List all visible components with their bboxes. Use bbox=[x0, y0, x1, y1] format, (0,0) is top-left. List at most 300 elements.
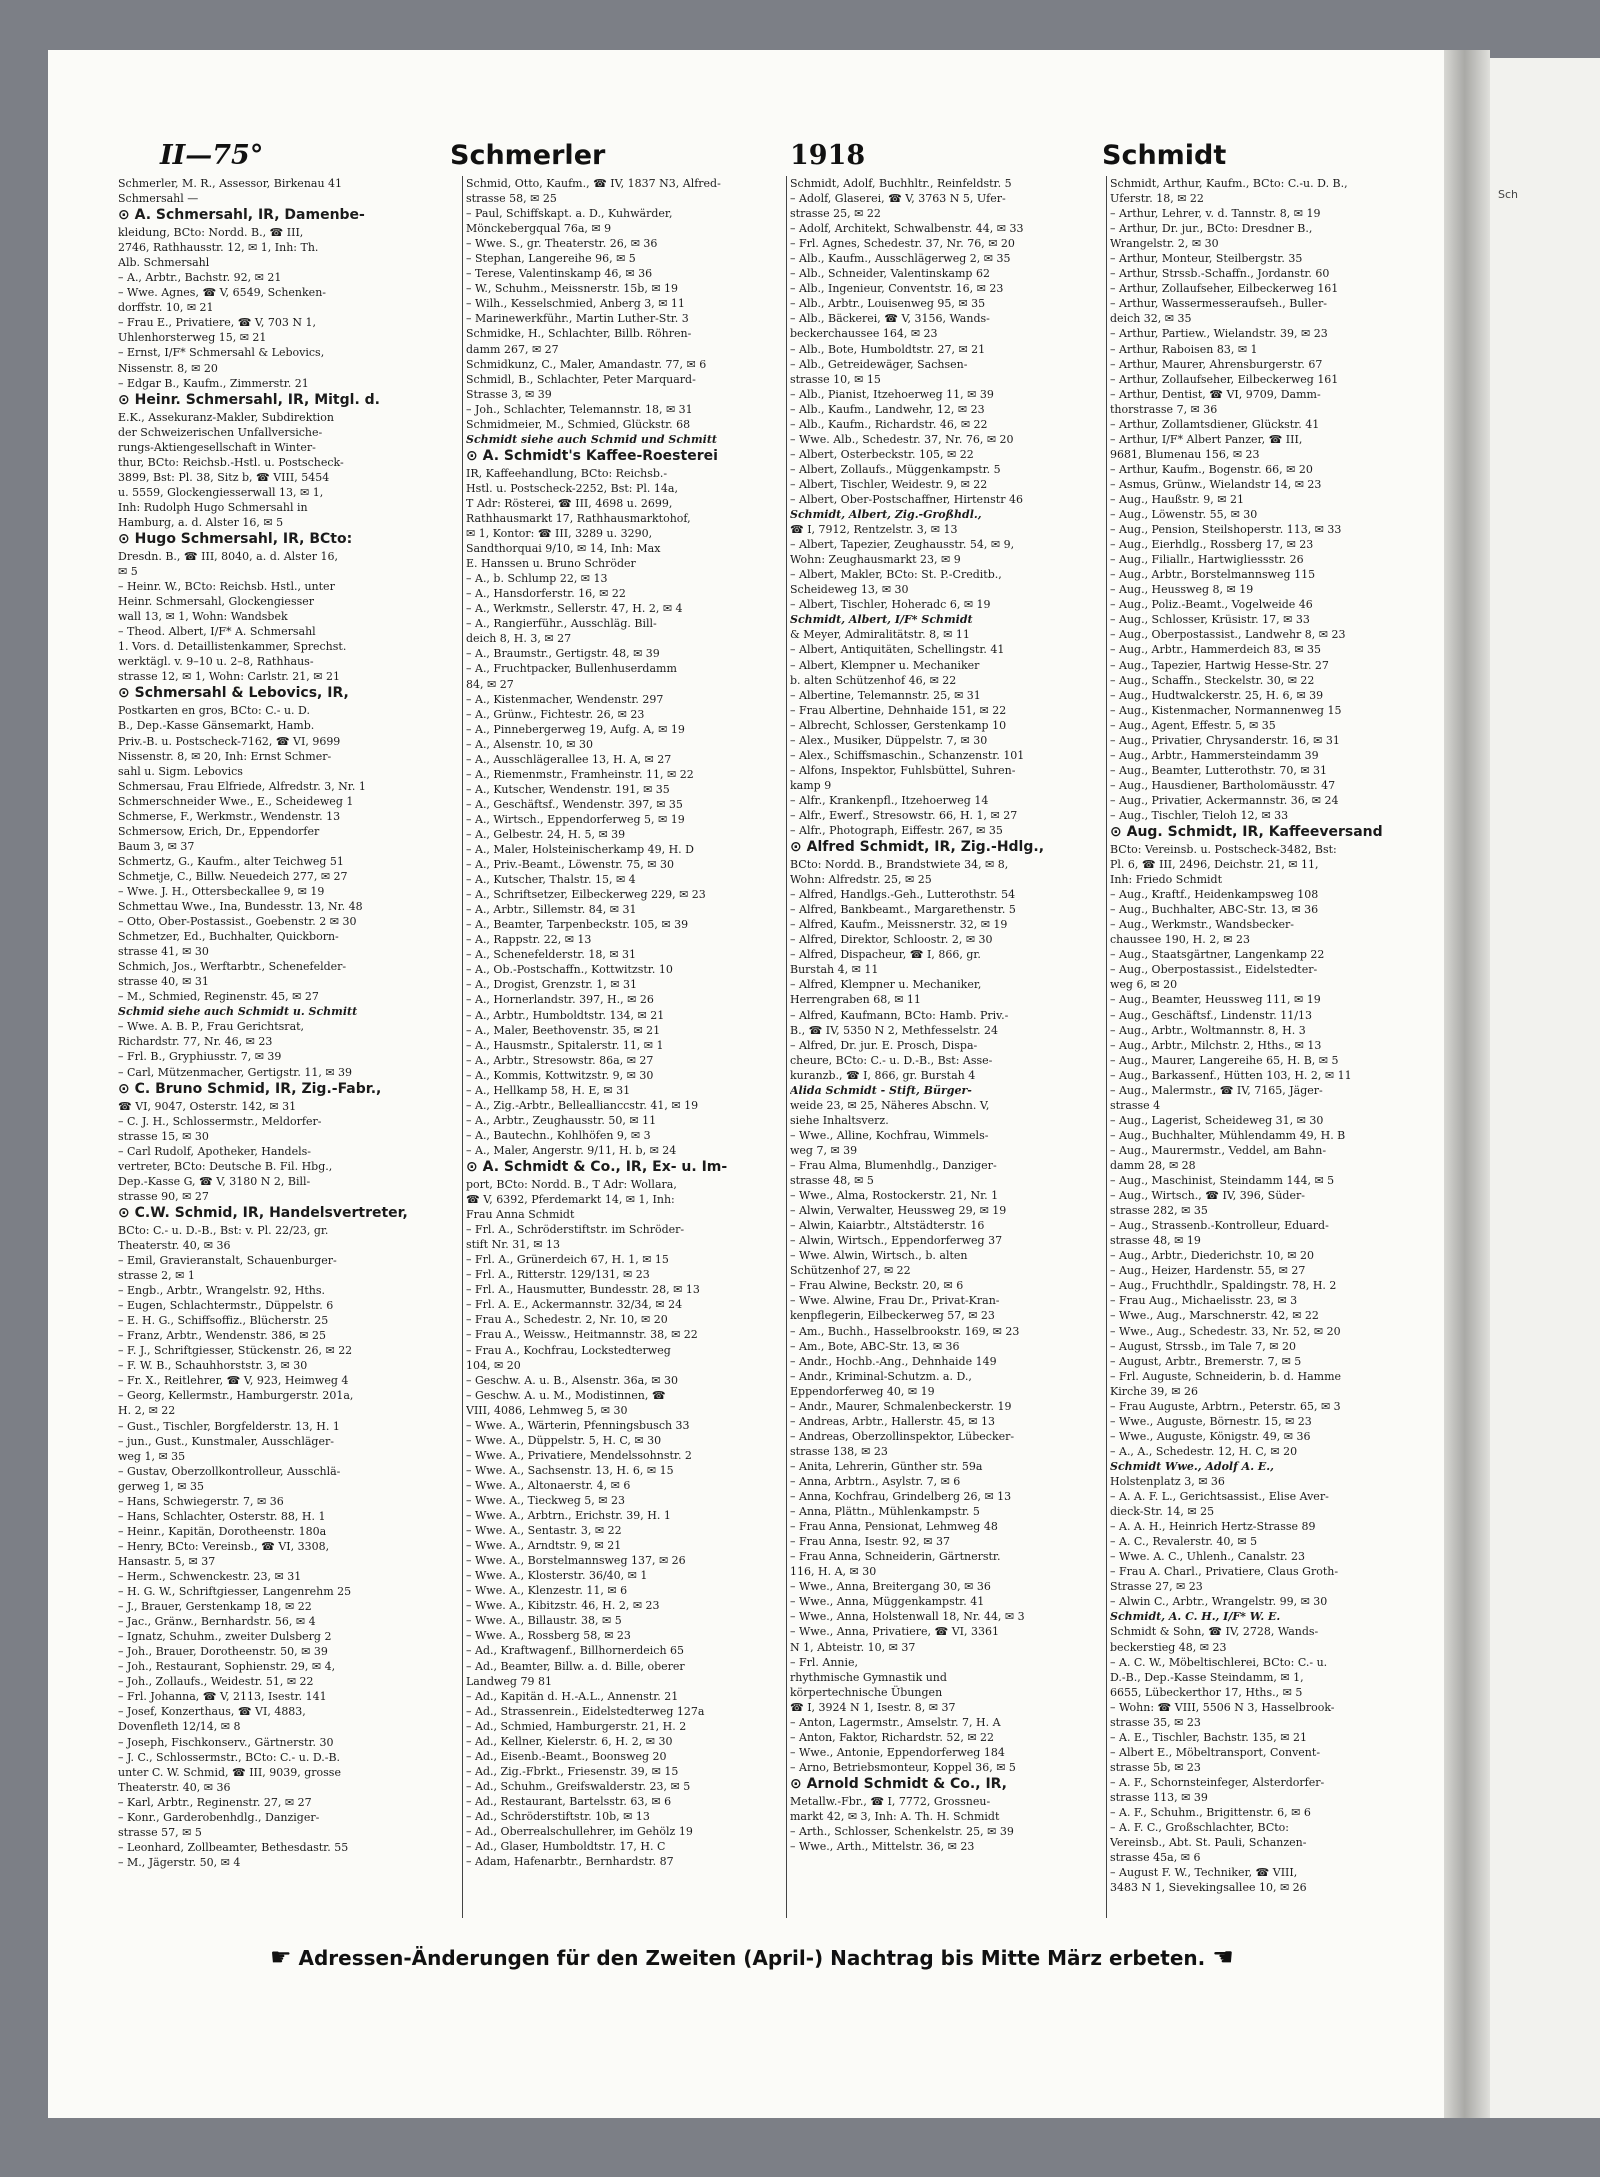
directory-entry: – Alb., Bote, Humboldtstr. 27, ✉ 21 bbox=[790, 342, 986, 356]
directory-entry: – Aug., Beamter, Lutterothstr. 70, ✉ 31 bbox=[1110, 763, 1328, 777]
directory-entry: – Alwin, Wirtsch., Eppendorferweg 37 bbox=[790, 1234, 1003, 1248]
directory-entry: thorstrasse 7, ✉ 36 bbox=[1110, 402, 1218, 416]
directory-entry: – Arthur, Maurer, Ahrensburgerstr. 67 bbox=[1110, 357, 1323, 371]
directory-entry: – Aug., Lagerist, Scheideweg 31, ✉ 30 bbox=[1110, 1113, 1324, 1127]
directory-entry: Hansastr. 5, ✉ 37 bbox=[118, 1554, 216, 1568]
directory-entry: – Alb., Getreidewäger, Sachsen- bbox=[790, 357, 968, 371]
next-page-word: Sch bbox=[1498, 188, 1519, 201]
directory-entry: – Alb., Kaufm., Ausschlägerweg 2, ✉ 35 bbox=[790, 252, 1011, 266]
directory-entry: – Aug., Buchhalter, ABC-Str. 13, ✉ 36 bbox=[1110, 903, 1319, 917]
directory-entry: vertreter, BCto: Deutsche B. Fil. Hbg., bbox=[118, 1159, 333, 1173]
directory-entry: – Wwe., Alline, Kochfrau, Wimmels- bbox=[790, 1128, 989, 1142]
next-page-edge bbox=[1490, 58, 1600, 2118]
directory-entry: – Wwe. A., Borstelmannsweg 137, ✉ 26 bbox=[466, 1554, 686, 1568]
directory-entry: – Aug., Wirtsch., ☎ IV, 396, Süder- bbox=[1110, 1189, 1305, 1203]
directory-entry: 1. Vors. d. Detaillistenkammer, Sprechst. bbox=[118, 640, 347, 654]
page-footer bbox=[270, 1943, 1234, 1971]
directory-entry: – Carl Rudolf, Apotheker, Handels- bbox=[118, 1144, 311, 1158]
directory-entry: Schmid siehe auch Schmidt u. Schmitt bbox=[118, 1005, 358, 1019]
directory-entry: BCto: Vereinsb. u. Postscheck-3482, Bst: bbox=[1110, 843, 1337, 857]
directory-entry: – Adolf, Glaserei, ☎ V, 3763 N 5, Ufer- bbox=[790, 192, 1006, 206]
directory-entry: – Andr., Maurer, Schmalenbeckerstr. 19 bbox=[790, 1399, 1012, 1413]
directory-entry: – A., Arbtr., Sillemstr. 84, ✉ 31 bbox=[466, 903, 637, 917]
directory-entry: ⊙ C.W. Schmid, IR, Handelsvertreter, bbox=[118, 1204, 428, 1223]
directory-entry: – Frau Anna, Pensionat, Lehmweg 48 bbox=[790, 1520, 998, 1534]
directory-entry: – Alb., Bäckerei, ☎ V, 3156, Wands- bbox=[790, 312, 990, 326]
directory-entry: – Marinewerkführ., Martin Luther-Str. 3 bbox=[466, 312, 689, 326]
directory-entry: – A., Braumstr., Gertigstr. 48, ✉ 39 bbox=[466, 647, 660, 661]
directory-entry: Heinr. Schmersahl, Glockengiesser bbox=[118, 595, 315, 609]
directory-entry: ⊙ A. Schmidt's Kaffee-Roesterei bbox=[466, 447, 776, 466]
directory-entry: – Aug., Schaffn., Steckelstr. 30, ✉ 22 bbox=[1110, 673, 1315, 687]
directory-entry: – Alfred, Klempner u. Mechaniker, bbox=[790, 978, 982, 992]
directory-entry: Schmerschneider Wwe., E., Scheideweg 1 bbox=[118, 794, 354, 808]
directory-entry: – Aug., Beamter, Heussweg 111, ✉ 19 bbox=[1110, 993, 1321, 1007]
directory-entry: Schmid, Otto, Kaufm., ☎ IV, 1837 N3, Alfred- bbox=[466, 177, 721, 190]
directory-entry: – Aug., Privatier, Chrysanderstr. 16, ✉ 31 bbox=[1110, 733, 1340, 747]
directory-entry: – Andreas, Arbtr., Hallerstr. 45, ✉ 13 bbox=[790, 1414, 995, 1428]
directory-entry: – A. F., Schornsteinfeger, Alsterdorfer- bbox=[1110, 1775, 1325, 1789]
directory-entry: beckerchaussee 164, ✉ 23 bbox=[790, 327, 938, 341]
directory-entry: – Arthur, Dentist, ☎ VI, 9709, Damm- bbox=[1110, 387, 1321, 401]
directory-entry: ⊙ A. Schmidt & Co., IR, Ex- u. Im- bbox=[466, 1158, 776, 1177]
directory-entry: – Aug., Agent, Effestr. 5, ✉ 35 bbox=[1110, 718, 1276, 732]
directory-entry: E.K., Assekuranz-Makler, Subdirektion bbox=[118, 410, 334, 424]
directory-entry: – Wwe., Anna, Privatiere, ☎ VI, 3361 bbox=[790, 1625, 1000, 1639]
directory-entry: dorffstr. 10, ✉ 21 bbox=[118, 301, 214, 315]
directory-entry: – Arthur, Zollaufseher, Eilbeckerweg 161 bbox=[1110, 372, 1339, 386]
directory-entry: Uferstr. 18, ✉ 22 bbox=[1110, 192, 1204, 206]
directory-entry: strasse 12, ✉ 1, Wohn: Carlstr. 21, ✉ 21 bbox=[118, 670, 340, 684]
directory-entry: Eppendorferweg 40, ✉ 19 bbox=[790, 1384, 935, 1398]
directory-entry: – Arth., Schlosser, Schenkelstr. 25, ✉ 39 bbox=[790, 1825, 1014, 1839]
directory-entry: ⊙ Heinr. Schmersahl, IR, Mitgl. d. bbox=[118, 391, 428, 410]
directory-entry: – Aug., Arbtr., Diederichstr. 10, ✉ 20 bbox=[1110, 1249, 1314, 1263]
directory-entry: – Alfred, Kaufmann, BCto: Hamb. Priv.- bbox=[790, 1008, 1009, 1022]
directory-entry: ⊙ Aug. Schmidt, IR, Kaffeeversand bbox=[1110, 823, 1420, 842]
directory-entry: 3483 N 1, Sievekingsallee 10, ✉ 26 bbox=[1110, 1881, 1307, 1895]
directory-entry: – Alwin, Verwalter, Heussweg 29, ✉ 19 bbox=[790, 1204, 1007, 1218]
directory-entry: – Alb., Schneider, Valentinskamp 62 bbox=[790, 267, 990, 281]
directory-entry: – Frau A., Kochfrau, Lockstedterweg bbox=[466, 1343, 671, 1357]
directory-entry: – Alfr., Photograph, Eiffestr. 267, ✉ 35 bbox=[790, 824, 1003, 838]
directory-entry: – Asmus, Grünw., Wielandstr 14, ✉ 23 bbox=[1110, 477, 1322, 491]
directory-entry: – A. E., Tischler, Bachstr. 135, ✉ 21 bbox=[1110, 1730, 1307, 1744]
directory-entry: – Alfred, Kaufm., Meissnerstr. 32, ✉ 19 bbox=[790, 918, 1008, 932]
directory-entry: – Frau Auguste, Arbtrn., Peterstr. 65, ✉ 3 bbox=[1110, 1399, 1341, 1413]
directory-entry: – Arthur, Monteur, Steilbergstr. 35 bbox=[1110, 252, 1303, 266]
page-header bbox=[48, 140, 1480, 180]
directory-entry: – Alb., Arbtr., Louisenweg 95, ✉ 35 bbox=[790, 297, 986, 311]
directory-entry: – Aug., Maschinist, Steindamm 144, ✉ 5 bbox=[1110, 1174, 1335, 1188]
directory-entry: – Wwe. A., Wärterin, Pfenningsbusch 33 bbox=[466, 1418, 690, 1432]
directory-entry: Theaterstr. 40, ✉ 36 bbox=[118, 1780, 231, 1794]
directory-entry: kenpflegerin, Eilbeckerweg 57, ✉ 23 bbox=[790, 1309, 995, 1323]
directory-entry: – Hans, Schlachter, Osterstr. 88, H. 1 bbox=[118, 1509, 326, 1523]
directory-entry: – Aug., Fruchthdlr., Spaldingstr. 78, H. 2 bbox=[1110, 1279, 1337, 1293]
directory-entry: Schmidmeier, M., Schmied, Glückstr. 68 bbox=[466, 417, 691, 431]
directory-entry: – Wwe. A., Sachsenstr. 13, H. 6, ✉ 15 bbox=[466, 1463, 674, 1477]
directory-entry: – Wwe. A. C., Uhlenh., Canalstr. 23 bbox=[1110, 1550, 1305, 1564]
column-divider bbox=[1106, 176, 1107, 1918]
directory-entry: – Ignatz, Schuhm., zweiter Dulsberg 2 bbox=[118, 1630, 332, 1644]
directory-entry: 116, H. A, ✉ 30 bbox=[790, 1565, 877, 1579]
directory-entry: ☎ I, 7912, Rentzelstr. 3, ✉ 13 bbox=[790, 523, 958, 537]
directory-entry: – Frl. A., Schröderstiftstr. im Schröder- bbox=[466, 1223, 685, 1237]
directory-entry: – A., Schenefelderstr. 18, ✉ 31 bbox=[466, 948, 637, 962]
directory-entry: – Frl. A., Hausmutter, Bundesstr. 28, ✉ 13 bbox=[466, 1283, 700, 1297]
directory-entry: – Ad., Restaurant, Bartelsstr. 63, ✉ 6 bbox=[466, 1794, 672, 1808]
directory-entry: – Karl, Arbtr., Reginenstr. 27, ✉ 27 bbox=[118, 1795, 312, 1809]
directory-entry: Schmersow, Erich, Dr., Eppendorfer bbox=[118, 824, 320, 838]
directory-entry: Uhlenhorsterweg 15, ✉ 21 bbox=[118, 331, 267, 345]
directory-entry: – Aug., Poliz.-Beamt., Vogelweide 46 bbox=[1110, 598, 1313, 612]
directory-entry: Schmetje, C., Billw. Neuedeich 277, ✉ 27 bbox=[118, 869, 348, 883]
directory-entry: der Schweizerischen Unfallversiche- bbox=[118, 425, 323, 439]
directory-entry: rungs-Aktiengesellschaft in Winter- bbox=[118, 440, 316, 454]
directory-entry: – Anton, Faktor, Richardstr. 52, ✉ 22 bbox=[790, 1730, 995, 1744]
directory-entry: – Albert E., Möbeltransport, Convent- bbox=[1110, 1745, 1321, 1759]
directory-entry: – Albert, Antiquitäten, Schellingstr. 41 bbox=[790, 643, 1005, 657]
directory-entry: strasse 35, ✉ 23 bbox=[1110, 1715, 1201, 1729]
directory-entry: – Joh., Zollaufs., Weidestr. 51, ✉ 22 bbox=[118, 1675, 314, 1689]
directory-entry: – Aug., Kraftf., Heidenkampsweg 108 bbox=[1110, 888, 1319, 902]
directory-entry: ☎ I, 3924 N 1, Isestr. 8, ✉ 37 bbox=[790, 1700, 956, 1714]
directory-entry: – A., Grünw., Fichtestr. 26, ✉ 23 bbox=[466, 707, 645, 721]
directory-column-3 bbox=[790, 176, 1100, 1918]
footer-notice: Adressen-Änderungen für den Zweiten (April-) Nachtrag bis Mitte März erbeten. bbox=[298, 1946, 1206, 1970]
directory-entry: strasse 90, ✉ 27 bbox=[118, 1189, 209, 1203]
directory-entry: – A., Werkmstr., Sellerstr. 47, H. 2, ✉ 4 bbox=[466, 602, 683, 616]
directory-entry: Kirche 39, ✉ 26 bbox=[1110, 1384, 1198, 1398]
directory-entry: Schmertz, G., Kaufm., alter Teichweg 51 bbox=[118, 854, 344, 868]
directory-entry: – Aug., Arbtr., Woltmannstr. 8, H. 3 bbox=[1110, 1023, 1306, 1037]
directory-entry: – Anna, Kochfrau, Grindelberg 26, ✉ 13 bbox=[790, 1490, 1012, 1504]
directory-entry: B., Dep.-Kasse Gänsemarkt, Hamb. bbox=[118, 719, 315, 733]
directory-entry: strasse 5b, ✉ 23 bbox=[1110, 1760, 1201, 1774]
directory-entry: – Leonhard, Zollbeamter, Bethesdastr. 55 bbox=[118, 1840, 349, 1854]
directory-entry: – Ad., Zig.-Fbrkt., Friesenstr. 39, ✉ 15 bbox=[466, 1764, 679, 1778]
directory-entry: – C. J. H., Schlossermstr., Meldorfer- bbox=[118, 1114, 322, 1128]
directory-entry: – A., Beamter, Tarpenbeckstr. 105, ✉ 39 bbox=[466, 918, 689, 932]
directory-entry: – Josef, Konzerthaus, ☎ VI, 4883, bbox=[118, 1705, 306, 1719]
directory-entry: – Aug., Privatier, Ackermannstr. 36, ✉ 24 bbox=[1110, 793, 1339, 807]
directory-entry: – Ad., Eisenb.-Beamt., Boonsweg 20 bbox=[466, 1749, 667, 1763]
directory-entry: – Alex., Schiffsmaschin., Schanzenstr. 101 bbox=[790, 748, 1025, 762]
directory-entry: – Alb., Pianist, Itzehoerweg 11, ✉ 39 bbox=[790, 387, 994, 401]
directory-entry: – Wwe., Aug., Schedestr. 33, Nr. 52, ✉ 20 bbox=[1110, 1324, 1341, 1338]
directory-entry: N 1, Abteistr. 10, ✉ 37 bbox=[790, 1640, 916, 1654]
directory-entry: damm 267, ✉ 27 bbox=[466, 342, 559, 356]
directory-entry: – Am., Bote, ABC-Str. 13, ✉ 36 bbox=[790, 1339, 960, 1353]
directory-entry: – Wwe., Antonie, Eppendorferweg 184 bbox=[790, 1745, 1005, 1759]
directory-entry: weg 1, ✉ 35 bbox=[118, 1449, 186, 1463]
book-spine bbox=[1444, 50, 1490, 2118]
directory-entry: strasse 48, ✉ 5 bbox=[790, 1174, 874, 1188]
directory-entry: Holstenplatz 3, ✉ 36 bbox=[1110, 1474, 1225, 1488]
directory-entry: Burstah 4, ✉ 11 bbox=[790, 963, 879, 977]
directory-entry: – Albertine, Telemannstr. 25, ✉ 31 bbox=[790, 688, 981, 702]
directory-entry: strasse 282, ✉ 35 bbox=[1110, 1204, 1208, 1218]
directory-entry: Theaterstr. 40, ✉ 36 bbox=[118, 1238, 231, 1252]
directory-entry: – Arthur, Zollamtsdiener, Glückstr. 41 bbox=[1110, 417, 1320, 431]
directory-entry: strasse 15, ✉ 30 bbox=[118, 1129, 209, 1143]
directory-entry: – Arthur, I/F* Albert Panzer, ☎ III, bbox=[1110, 432, 1303, 446]
directory-entry: – Gust., Tischler, Borgfelderstr. 13, H. 1 bbox=[118, 1419, 340, 1433]
directory-entry: – Aug., Filiallr., Hartwigliessstr. 26 bbox=[1110, 553, 1304, 567]
pointing-hand-icon: ☚ bbox=[1212, 1943, 1234, 1971]
directory-entry: – Albert, Osterbeckstr. 105, ✉ 22 bbox=[790, 447, 974, 461]
directory-entry: – Arthur, Kaufm., Bogenstr. 66, ✉ 20 bbox=[1110, 462, 1313, 476]
directory-entry: – Arthur, Partiew., Wielandstr. 39, ✉ 23 bbox=[1110, 327, 1328, 341]
directory-entry: – Aug., Geschäftsf., Lindenstr. 11/13 bbox=[1110, 1008, 1312, 1022]
directory-entry: Schmerler, M. R., Assessor, Birkenau 41 bbox=[118, 177, 343, 190]
directory-entry: – Alwin C., Arbtr., Wrangelstr. 99, ✉ 30 bbox=[1110, 1595, 1328, 1609]
directory-entry: – Anna, Plättn., Mühlenkampstr. 5 bbox=[790, 1505, 980, 1519]
directory-entry: – Joseph, Fischkonserv., Gärtnerstr. 30 bbox=[118, 1735, 334, 1749]
directory-entry: – Albrecht, Schlosser, Gerstenkamp 10 bbox=[790, 718, 1007, 732]
directory-entry: sahl u. Sigm. Lebovics bbox=[118, 764, 243, 778]
directory-entry: – A., Hausmstr., Spitalerstr. 11, ✉ 1 bbox=[466, 1038, 664, 1052]
directory-entry: – Aug., Oberpostassist., Eidelstedter- bbox=[1110, 963, 1318, 977]
directory-entry: T Adr: Rösterei, ☎ III, 4698 u. 2699, bbox=[466, 496, 673, 510]
directory-entry: Schmidt, Albert, I/F* Schmidt bbox=[790, 613, 973, 627]
directory-entry: Dep.-Kasse G, ☎ V, 3180 N 2, Bill- bbox=[118, 1174, 311, 1188]
directory-entry: – Ad., Schuhm., Greifswalderstr. 23, ✉ 5 bbox=[466, 1779, 691, 1793]
directory-entry: – Ernst, I/F* Schmersahl & Lebovics, bbox=[118, 346, 325, 360]
directory-entry: – Frl. Agnes, Schedestr. 37, Nr. 76, ✉ 20 bbox=[790, 237, 1015, 251]
directory-entry: strasse 40, ✉ 31 bbox=[118, 975, 209, 989]
column-divider bbox=[786, 176, 787, 1918]
directory-entry: – Aug., Arbtr., Milchstr. 2, Hths., ✉ 13 bbox=[1110, 1038, 1322, 1052]
directory-entry: Schmersahl — bbox=[118, 192, 199, 206]
directory-entry: chaussee 190, H. 2, ✉ 23 bbox=[1110, 933, 1250, 947]
directory-entry: – Alex., Musiker, Düppelstr. 7, ✉ 30 bbox=[790, 733, 988, 747]
directory-entry: Hstl. u. Postscheck-2252, Bst: Pl. 14a, bbox=[466, 481, 678, 495]
directory-entry: Schmidt Wwe., Adolf A. E., bbox=[1110, 1459, 1274, 1473]
directory-entry: – Frl. Johanna, ☎ V, 2113, Isestr. 141 bbox=[118, 1690, 327, 1704]
directory-entry: – Alfred, Dr. jur. E. Prosch, Dispa- bbox=[790, 1038, 978, 1052]
directory-entry: strasse 58, ✉ 25 bbox=[466, 192, 557, 206]
directory-entry: Strasse 27, ✉ 23 bbox=[1110, 1580, 1203, 1594]
directory-entry: – Konr., Garderobenhdlg., Danziger- bbox=[118, 1810, 320, 1824]
directory-entry: stift Nr. 31, ✉ 13 bbox=[466, 1238, 560, 1252]
directory-entry: – Wwe. A., Tieckweg 5, ✉ 23 bbox=[466, 1493, 626, 1507]
directory-entry: Nissenstr. 8, ✉ 20 bbox=[118, 361, 218, 375]
directory-entry: IR, Kaffeehandlung, BCto: Reichsb.- bbox=[466, 466, 668, 480]
directory-entry: Schmidt, Adolf, Buchhltr., Reinfeldstr. 5 bbox=[790, 177, 1012, 190]
directory-entry: ⊙ Arnold Schmidt & Co., IR, bbox=[790, 1775, 1100, 1794]
directory-entry: – Anna, Arbtrn., Asylstr. 7, ✉ 6 bbox=[790, 1474, 961, 1488]
directory-entry: – Wwe. A., Klosterstr. 36/40, ✉ 1 bbox=[466, 1569, 648, 1583]
directory-entry: – A., Rappstr. 22, ✉ 13 bbox=[466, 933, 592, 947]
directory-entry: BCto: C.- u. D.-B., Bst: v. Pl. 22/23, gr. bbox=[118, 1223, 329, 1237]
directory-entry: – H. G. W., Schriftgiesser, Langenrehm 25 bbox=[118, 1585, 352, 1599]
directory-entry: – Arthur, Lehrer, v. d. Tannstr. 8, ✉ 19 bbox=[1110, 207, 1321, 221]
directory-entry: – Frl. Annie, bbox=[790, 1655, 859, 1669]
directory-entry: Metallw.-Fbr., ☎ I, 7772, Grossneu- bbox=[790, 1794, 991, 1808]
directory-entry: – Wwe., Arth., Mittelstr. 36, ✉ 23 bbox=[790, 1840, 975, 1854]
directory-entry: Priv.-B. u. Postscheck-7162, ☎ VI, 9699 bbox=[118, 734, 341, 748]
directory-entry: – Albert, Tischler, Hoheradc 6, ✉ 19 bbox=[790, 598, 991, 612]
column-divider bbox=[462, 176, 463, 1918]
directory-entry: – Joh., Brauer, Dorotheenstr. 50, ✉ 39 bbox=[118, 1645, 328, 1659]
directory-entry: BCto: Nordd. B., Brandstwiete 34, ✉ 8, bbox=[790, 858, 1009, 872]
directory-entry: – Alfred, Bankbeamt., Margarethenstr. 5 bbox=[790, 903, 1016, 917]
directory-entry: – Wwe., Alma, Rostockerstr. 21, Nr. 1 bbox=[790, 1189, 999, 1203]
directory-entry: strasse 4 bbox=[1110, 1098, 1161, 1112]
directory-entry: – Aug., Eierhdlg., Rossberg 17, ✉ 23 bbox=[1110, 538, 1314, 552]
directory-entry: Schmidkunz, C., Maler, Amandastr. 77, ✉ 6 bbox=[466, 357, 707, 371]
directory-entry: – Arthur, Raboisen 83, ✉ 1 bbox=[1110, 342, 1258, 356]
directory-entry: Pl. 6, ☎ III, 2496, Deichstr. 21, ✉ 11, bbox=[1110, 858, 1319, 872]
directory-entry: – A., Alsenstr. 10, ✉ 30 bbox=[466, 737, 593, 751]
directory-entry: – J. C., Schlossermstr., BCto: C.- u. D.-B. bbox=[118, 1750, 341, 1764]
directory-entry: – Frau Alwine, Beckstr. 20, ✉ 6 bbox=[790, 1279, 964, 1293]
directory-entry: damm 28, ✉ 28 bbox=[1110, 1159, 1196, 1172]
directory-entry: – Ad., Oberrealschullehrer, im Gehölz 19 bbox=[466, 1825, 693, 1839]
directory-entry: – M., Schmied, Reginenstr. 45, ✉ 27 bbox=[118, 990, 319, 1004]
directory-entry: – A., Rangierführ., Ausschläg. Bill- bbox=[466, 617, 657, 631]
directory-entry: – Arno, Betriebsmonteur, Koppel 36, ✉ 5 bbox=[790, 1760, 1016, 1774]
directory-entry: markt 42, ✉ 3, Inh: A. Th. H. Schmidt bbox=[790, 1809, 1000, 1823]
directory-entry: rhythmische Gymnastik und bbox=[790, 1670, 947, 1684]
directory-entry: dieck-Str. 14, ✉ 25 bbox=[1110, 1505, 1215, 1519]
directory-entry: – A. C. W., Möbeltischlerei, BCto: C.- u. bbox=[1110, 1655, 1328, 1669]
directory-entry: wall 13, ✉ 1, Wohn: Wandsbek bbox=[118, 610, 288, 624]
directory-entry: – Alfred, Handlgs.-Geh., Lutterothstr. 54 bbox=[790, 888, 1016, 902]
directory-entry: – Aug., Malermstr., ☎ IV, 7165, Jäger- bbox=[1110, 1083, 1323, 1097]
directory-entry: – Andr., Kriminal-Schutzm. a. D., bbox=[790, 1369, 972, 1383]
directory-entry: – Aug., Werkmstr., Wandsbecker- bbox=[1110, 918, 1294, 932]
directory-entry: – Anton, Lagermstr., Amselstr. 7, H. A bbox=[790, 1715, 1001, 1729]
directory-entry: – A., Drogist, Grenzstr. 1, ✉ 31 bbox=[466, 978, 637, 992]
directory-entry: Strasse 3, ✉ 39 bbox=[466, 387, 552, 401]
directory-entry: werktägl. v. 9–10 u. 2–8, Rathhaus- bbox=[118, 655, 314, 669]
directory-entry: Landweg 79 81 bbox=[466, 1674, 552, 1688]
directory-entry: – Wwe. Alwine, Frau Dr., Privat-Kran- bbox=[790, 1294, 1000, 1308]
directory-entry: – Paul, Schiffskapt. a. D., Kuhwärder, bbox=[466, 207, 673, 221]
directory-entry: – Alfons, Inspektor, Fuhlsbüttel, Suhren- bbox=[790, 763, 1016, 777]
directory-column-2 bbox=[466, 176, 776, 1918]
directory-entry: – A., Bautechn., Kohlhöfen 9, ✉ 3 bbox=[466, 1128, 651, 1142]
directory-entry: körpertechnische Übungen bbox=[790, 1685, 943, 1699]
directory-entry: – Alfred, Dispacheur, ☎ I, 866, gr. bbox=[790, 948, 981, 962]
directory-entry: – Aug., Heussweg 8, ✉ 19 bbox=[1110, 583, 1254, 597]
directory-entry: – Aug., Schlosser, Krüsistr. 17, ✉ 33 bbox=[1110, 613, 1310, 627]
directory-entry: – jun., Gust., Kunstmaler, Ausschläger- bbox=[118, 1434, 334, 1448]
directory-entry: – Wwe. A., Rossberg 58, ✉ 23 bbox=[466, 1629, 631, 1643]
directory-entry: Alida Schmidt - Stift, Bürger- bbox=[790, 1083, 972, 1097]
directory-entry: weg 6, ✉ 20 bbox=[1110, 978, 1178, 992]
directory-entry: – A., Pinnebergerweg 19, Aufg. A, ✉ 19 bbox=[466, 722, 685, 736]
directory-entry: – A., Hornerlandstr. 397, H., ✉ 26 bbox=[466, 993, 654, 1007]
directory-entry: – Alfred, Direktor, Schloostr. 2, ✉ 30 bbox=[790, 933, 993, 947]
directory-entry: – Aug., Staatsgärtner, Langenkamp 22 bbox=[1110, 948, 1325, 962]
directory-entry: Schmidt siehe auch Schmid und Schmitt bbox=[466, 432, 718, 446]
directory-entry: – Albert, Makler, BCto: St. P.-Creditb., bbox=[790, 568, 1002, 582]
directory-entry: – Albert, Tischler, Weidestr. 9, ✉ 22 bbox=[790, 477, 988, 491]
directory-entry: – Theod. Albert, I/F* A. Schmersahl bbox=[118, 625, 316, 639]
directory-entry: b. alten Schützenhof 46, ✉ 22 bbox=[790, 673, 957, 687]
directory-entry: – Ad., Strassenrein., Eidelstedterweg 127a bbox=[466, 1704, 705, 1718]
directory-entry: Dovenfleth 12/14, ✉ 8 bbox=[118, 1720, 241, 1734]
directory-entry: Wrangelstr. 2, ✉ 30 bbox=[1110, 237, 1219, 251]
directory-entry: – Wwe. A., Billaustr. 38, ✉ 5 bbox=[466, 1614, 622, 1628]
directory-entry: – A., Arbtr., Zeughausstr. 50, ✉ 11 bbox=[466, 1113, 657, 1127]
directory-entry: Richardstr. 77, Nr. 46, ✉ 23 bbox=[118, 1035, 273, 1049]
directory-entry: – Aug., Hausdiener, Bartholomäusstr. 47 bbox=[1110, 778, 1336, 792]
directory-entry: – A., Gelbestr. 24, H. 5, ✉ 39 bbox=[466, 827, 626, 841]
directory-entry: – Aug., Arbtr., Borstelmannsweg 115 bbox=[1110, 568, 1316, 582]
directory-entry: Wohn: Alfredstr. 25, ✉ 25 bbox=[790, 873, 932, 887]
directory-entry: – Alfr., Ewerf., Stresowstr. 66, H. 1, ✉ 27 bbox=[790, 808, 1018, 822]
directory-entry: Schmidt & Sohn, ☎ IV, 2728, Wands- bbox=[1110, 1625, 1319, 1639]
directory-entry: strasse 25, ✉ 22 bbox=[790, 207, 881, 221]
directory-entry: ⊙ Alfred Schmidt, IR, Zig.-Hdlg., bbox=[790, 838, 1100, 857]
directory-entry: – Wwe., Anna, Müggenkampstr. 41 bbox=[790, 1595, 985, 1609]
directory-entry: – Albert, Tapezier, Zeughausstr. 54, ✉ 9, bbox=[790, 538, 1015, 552]
directory-entry: – Otto, Ober-Postassist., Goebenstr. 2 ✉ 30 bbox=[118, 915, 357, 929]
directory-entry: – A., Maler, Angerstr. 9/11, H. b, ✉ 24 bbox=[466, 1143, 677, 1157]
directory-entry: – Franz, Arbtr., Wendenstr. 386, ✉ 25 bbox=[118, 1329, 326, 1343]
directory-entry: strasse 48, ✉ 19 bbox=[1110, 1234, 1201, 1248]
directory-entry: Rathhausmarkt 17, Rathhausmarktohof, bbox=[466, 511, 691, 525]
left-guide-word: Schmerler bbox=[450, 140, 606, 171]
directory-entry: – F. J., Schriftgiesser, Stückenstr. 26, ✉ 22 bbox=[118, 1344, 353, 1358]
directory-entry: – Aug., Strassenb.-Kontrolleur, Eduard- bbox=[1110, 1219, 1329, 1233]
directory-entry: – J., Brauer, Gerstenkamp 18, ✉ 22 bbox=[118, 1600, 312, 1614]
directory-entry: – A., Wirtsch., Eppendorferweg 5, ✉ 19 bbox=[466, 812, 685, 826]
directory-entry: – August, Arbtr., Bremerstr. 7, ✉ 5 bbox=[1110, 1354, 1302, 1368]
directory-entry: – Wwe. A., Privatiere, Mendelssohnstr. 2 bbox=[466, 1448, 692, 1462]
directory-entry: – Wwe. S., gr. Theaterstr. 26, ✉ 36 bbox=[466, 237, 658, 251]
directory-entry: – A., Ausschlägerallee 13, H. A, ✉ 27 bbox=[466, 752, 672, 766]
directory-entry: – Frl. A. E., Ackermannstr. 32/34, ✉ 24 bbox=[466, 1298, 683, 1312]
directory-entry: – August, Strssb., im Tale 7, ✉ 20 bbox=[1110, 1339, 1296, 1353]
directory-entry: – Frau Albertine, Dehnhaide 151, ✉ 22 bbox=[790, 703, 1007, 717]
directory-entry: port, BCto: Nordd. B., T Adr: Wollara, bbox=[466, 1178, 677, 1191]
directory-entry: – A., Arbtr., Stresowstr. 86a, ✉ 27 bbox=[466, 1053, 654, 1067]
directory-entry: strasse 2, ✉ 1 bbox=[118, 1269, 195, 1283]
directory-entry: – Aug., Hudtwalckerstr. 25, H. 6, ✉ 39 bbox=[1110, 688, 1324, 702]
directory-entry: H. 2, ✉ 22 bbox=[118, 1404, 176, 1418]
directory-entry: Schmersau, Frau Elfriede, Alfredstr. 3, Nr. 1 bbox=[118, 779, 366, 793]
directory-entry: – Heinr., Kapitän, Dorotheenstr. 180a bbox=[118, 1524, 327, 1538]
directory-entry: ⊙ A. Schmersahl, IR, Damenbe- bbox=[118, 206, 428, 225]
directory-entry: – A., Riemenmstr., Framheinstr. 11, ✉ 22 bbox=[466, 767, 694, 781]
right-guide-word: Schmidt bbox=[1102, 140, 1227, 171]
directory-entry: – A., Arbtr., Humboldtstr. 134, ✉ 21 bbox=[466, 1008, 665, 1022]
directory-entry: Schmidt, Arthur, Kaufm., BCto: C.-u. D. B., bbox=[1110, 177, 1348, 190]
directory-entry: Alb. Schmersahl bbox=[118, 256, 210, 270]
directory-entry: – Frau A., Schedestr. 2, Nr. 10, ✉ 20 bbox=[466, 1313, 668, 1327]
directory-entry: – Joh., Schlachter, Telemannstr. 18, ✉ 31 bbox=[466, 402, 693, 416]
directory-entry: E. Hanssen u. Bruno Schröder bbox=[466, 557, 636, 571]
directory-entry: – Aug., Haußstr. 9, ✉ 21 bbox=[1110, 492, 1244, 506]
directory-entry: strasse 10, ✉ 15 bbox=[790, 372, 881, 386]
directory-entry: – Aug., Maurermstr., Veddel, am Bahn- bbox=[1110, 1143, 1327, 1157]
directory-entry: – Aug., Löwenstr. 55, ✉ 30 bbox=[1110, 508, 1258, 522]
directory-entry: – Heinr. W., BCto: Reichsb. Hstl., unter bbox=[118, 580, 335, 594]
directory-entry: Scheideweg 13, ✉ 30 bbox=[790, 583, 909, 597]
directory-entry: VIII, 4086, Lehmweg 5, ✉ 30 bbox=[466, 1403, 628, 1417]
directory-entry: – Anita, Lehrerin, Günther str. 59a bbox=[790, 1459, 983, 1473]
directory-entry: – Eugen, Schlachtermstr., Düppelstr. 6 bbox=[118, 1299, 334, 1313]
directory-entry: – A. F., Schuhm., Brigittenstr. 6, ✉ 6 bbox=[1110, 1806, 1311, 1820]
directory-entry: – A., Kutscher, Wendenstr. 191, ✉ 35 bbox=[466, 782, 670, 796]
directory-entry: – Frau Anna, Isestr. 92, ✉ 37 bbox=[790, 1535, 950, 1549]
